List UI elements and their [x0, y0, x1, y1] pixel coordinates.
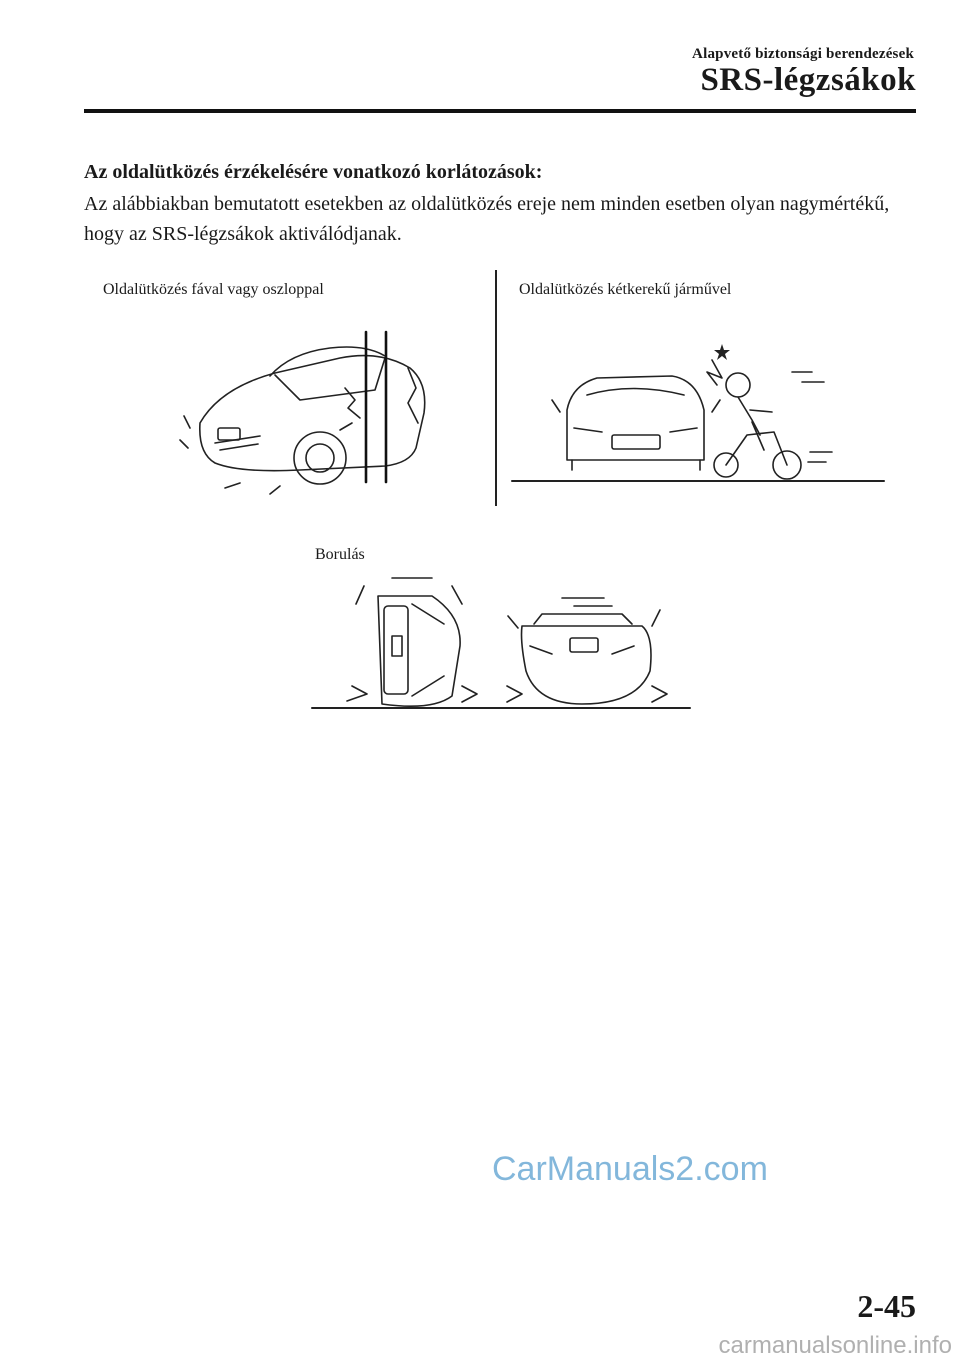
motorcycle-collision-illustration	[512, 340, 884, 485]
page-number: 2-45	[857, 1288, 916, 1324]
body-paragraph: Az alábbiakban bemutatott esetekben az oldalütközés ereje nem minden esetben olyan nagymértékű, hogy az SRS-légzsákok aktiválódjanak.	[84, 193, 890, 245]
header-rule	[84, 109, 916, 113]
pole-collision-illustration	[180, 328, 440, 498]
rollover-illustration	[312, 576, 690, 711]
watermark-text: CarManuals2.com	[492, 1150, 768, 1188]
caption-pole-collision: Oldalütközés fával vagy oszloppal	[103, 281, 324, 298]
subheading: Az oldalütközés érzékelésére vonatkozó korlátozások:	[84, 161, 543, 183]
figure-divider	[495, 270, 497, 506]
site-watermark: carmanualsonline.info	[718, 1332, 952, 1359]
caption-rollover: Borulás	[315, 546, 365, 563]
section-title: SRS-légzsákok	[700, 62, 916, 98]
section-label: Alapvető biztonsági berendezések	[692, 46, 914, 62]
caption-motorcycle-collision: Oldalütközés kétkerekű járművel	[519, 281, 732, 298]
pole-icon	[364, 332, 388, 482]
